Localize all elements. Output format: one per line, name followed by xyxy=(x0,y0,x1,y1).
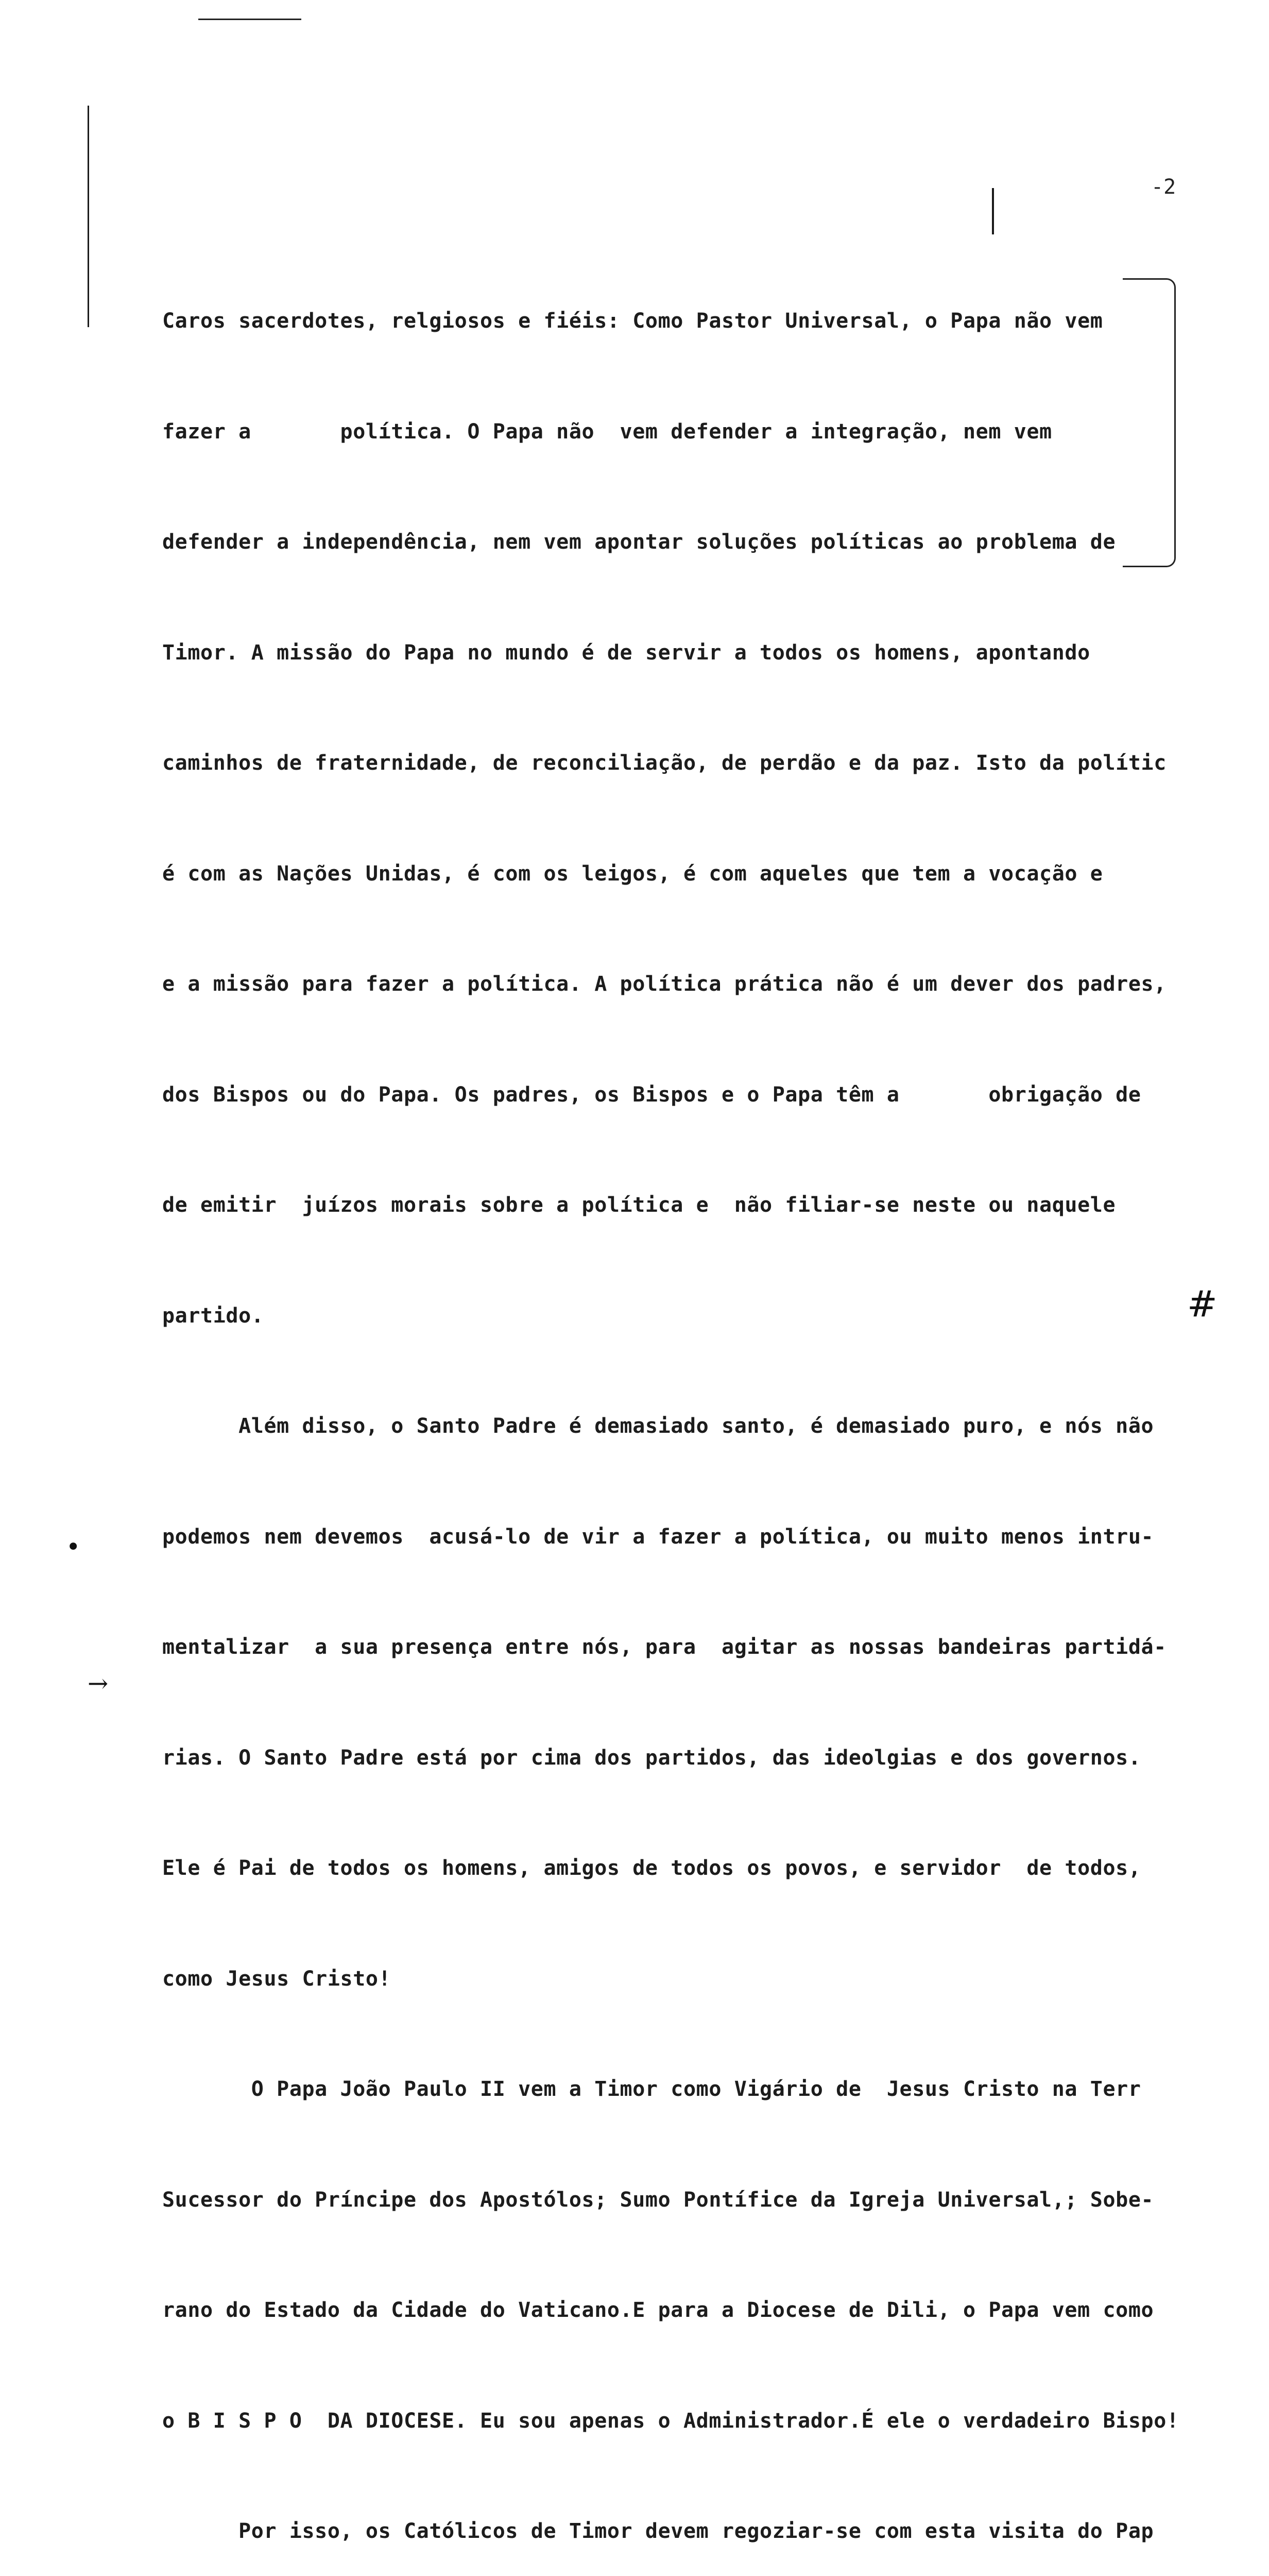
margin-arrow: → xyxy=(88,1669,109,1698)
top-rule xyxy=(198,19,301,20)
text-line: e a missão para fazer a política. A política prática não é um dever dos padres, xyxy=(162,972,1167,996)
text-line: Ele é Pai de todos os homens, amigos de todos os povos, e servidor de todos, xyxy=(162,1856,1141,1880)
text-line: dos Bispos ou do Papa. Os padres, os Bispos e o Papa têm a obrigação de xyxy=(162,1082,1141,1107)
body-text xyxy=(162,229,1182,2576)
text-line: Caros sacerdotes, relgiosos e fiéis: Como Pastor Universal, o Papa não vem xyxy=(162,309,1103,333)
text-line: é com as Nações Unidas, é com os leigos, é com aqueles que tem a vocação e xyxy=(162,861,1103,886)
text-line: como Jesus Cristo! xyxy=(162,1967,391,1991)
text-line: Timor. A missão do Papa no mundo é de servir a todos os homens, apontando xyxy=(162,640,1090,665)
pen-stroke xyxy=(992,188,994,234)
text-line: fazer a política. O Papa não vem defender a integração, nem vem xyxy=(162,419,1052,444)
text-line: defender a independência, nem vem apontar soluções políticas ao problema de xyxy=(162,530,1116,554)
text-line: partido. xyxy=(162,1303,264,1328)
text-line: Por isso, os Católicos de Timor devem regoziar-se com esta visita do Pap xyxy=(162,2519,1154,2543)
text-line: Além disso, o Santo Padre é demasiado santo, é demasiado puro, e nós não xyxy=(162,1414,1154,1438)
margin-dot: • xyxy=(66,1533,81,1562)
page-number: -2 xyxy=(1151,175,1176,199)
text-line: rias. O Santo Padre está por cima dos partidos, das ideolgias e dos governos. xyxy=(162,1745,1141,1770)
text-line: O Papa João Paulo II vem a Timor como Vigário de Jesus Cristo na Terr xyxy=(162,2077,1141,2101)
text-line: rano do Estado da Cidade do Vaticano.E para a Diocese de Dili, o Papa vem como xyxy=(162,2298,1154,2322)
text-line: caminhos de fraternidade, de reconciliação, de perdão e da paz. Isto da polític xyxy=(162,751,1167,775)
text-line: Sucessor do Príncipe dos Apostólos; Sumo Pontífice da Igreja Universal,; Sobe- xyxy=(162,2188,1154,2212)
text-line: o B I S P O DA DIOCESE. Eu sou apenas o Administrador.É ele o verdadeiro Bispo! xyxy=(162,2409,1179,2433)
text-line: de emitir juízos morais sobre a política e não filiar-se neste ou naquele xyxy=(162,1193,1116,1217)
margin-line xyxy=(88,106,89,327)
text-line: mentalizar a sua presença entre nós, para agitar as nossas bandeiras partidá- xyxy=(162,1635,1167,1659)
text-line: podemos nem devemos acusá-lo de vir a fazer a política, ou muito menos intru- xyxy=(162,1524,1154,1549)
handwritten-mark: # xyxy=(1187,1283,1217,1325)
